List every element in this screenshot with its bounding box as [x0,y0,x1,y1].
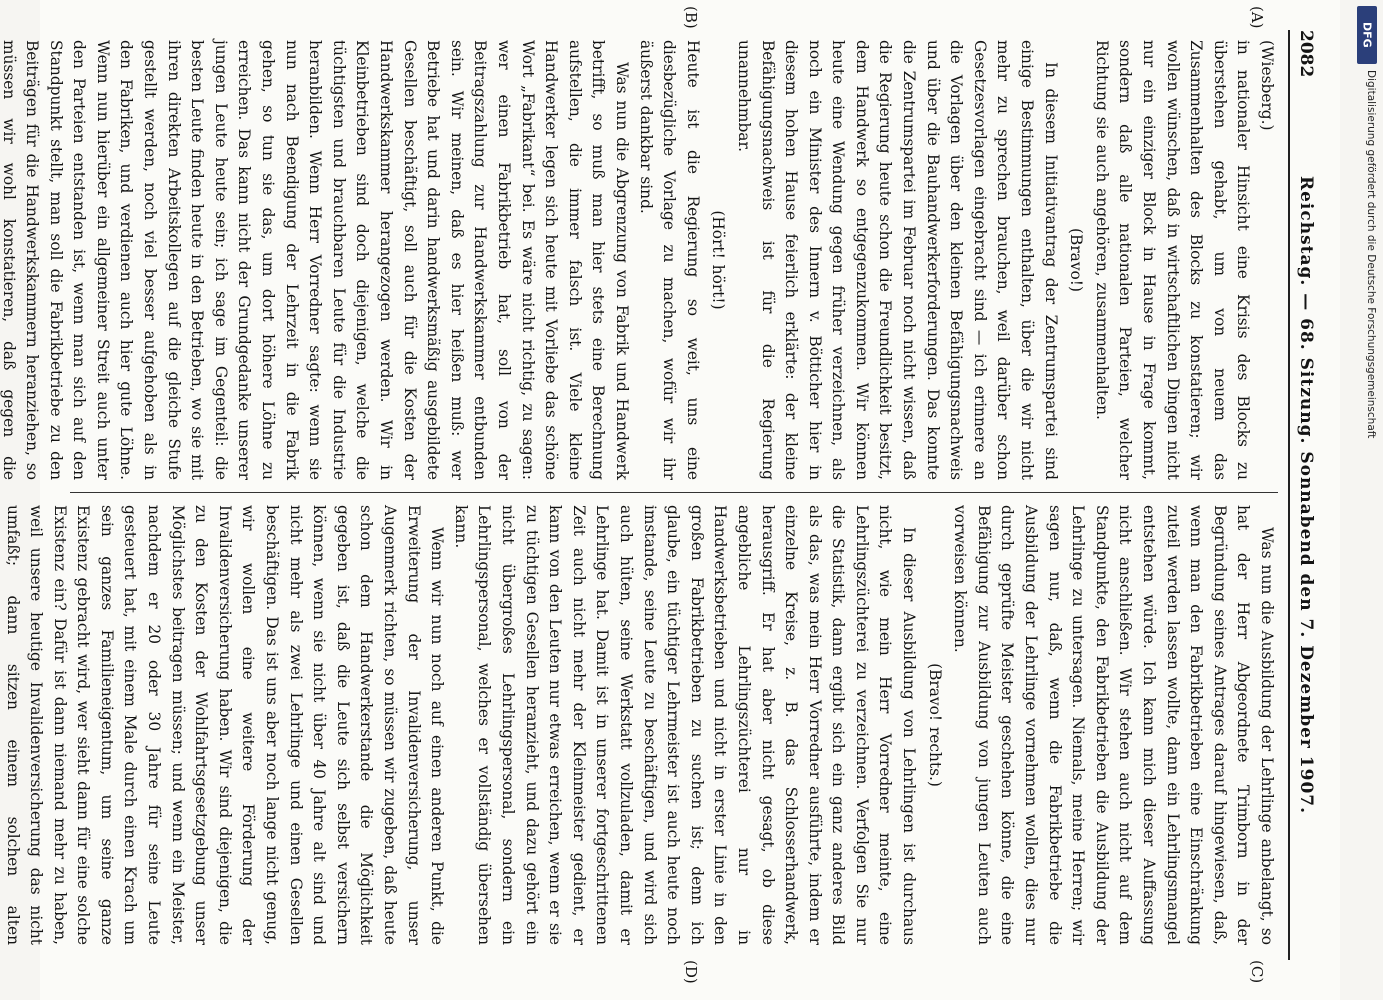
margin-marker-b: (B) [682,6,700,29]
margin-marker-a: (A) [1248,6,1266,29]
column-divider [70,492,1278,493]
page-header [1288,30,1318,960]
digitization-credit [1351,0,1383,1000]
interjection: (Bravo!) [1067,228,1086,292]
paragraph: In diesem Initiativantrag der Zentrumspartei sind einige Bestimmungen enthalten, über die wir nicht mehr zu sprechen brauchen, weil darüber schon Gesetzesvorlagen eingebracht sind — ich erinnere an die Vorlagen über den kleinen Befähigungsnachweis und über die Bauhandwerkerforderungen. Das konnte die Zentrumspartei im Februar noch nicht wissen, daß die Regierung heute schon die Freundlichkeit besitzt, dem Handwerk so entgegenzukommen. Wir können heute eine Wendung gegen früher verzeichnen, als noch ein Minister des Innern v. Bötticher hier in diesem hohen Hause feierlich erklärte: der kleine Befähigungsnachweis ist für die Regierung unannehmbar. [734,40,1060,480]
page-number: 2082 [1296,30,1316,78]
right-column [3,505,1278,945]
page-title: Reichstag. — 68. Sitzung. Sonnabend den 7. Dezember 1907. [1296,175,1316,815]
paragraph: Wenn wir nun noch auf einen anderen Punkt, die Erweiterung der Invalidenversicherung, unser Augenmerk richten, so müssen wir zugeben, daß heute schon dem Handwerkerstande die Möglichkeit gegeben ist, daß die Leute sich selbst versichern können, wenn sie nicht über 40 Jahre alt sind und nicht mehr als zwei Lehrlinge und einen Gesellen beschäftigen. Das ist uns aber noch lange nicht genug, wir wollen eine weitere Förderung der Invalidenversicherung haben. Wir sind diejenigen, die zu den Kosten der Wohlfahrtsgesetzgebung unser Möglichstes beitragen müssen; und wenn ein Meister, nachdem er 20 oder 30 Jahre für seine Leute gesteuert hat, mit einem Male durch einen Krach um sein ganzes Familieneigentum, um seine ganze Existenz gebracht wird, wer sieht dann für eine solche Existenz ein? Dafür ist dann niemand mehr zu haben, weil unsere heutige Invalidenversicherung das nicht umfaßt; dann sitzen einem solchen alten [3,505,447,945]
paragraph: Was nun die Ausbildung der Lehrlinge anbelangt, so hat der Herr Abgeordnete Trimborn in der Begründung seines Antrages darauf hingewiesen, daß, wenn man den Fabrikbetrieben eine Einschränkung zuteil werden lassen wollte, dann ein Lehrlingsmangel entstehen würde. Ich kann mich dieser Auffassung nicht anschließen. Wir stehen auch nicht auf dem Standpunkte, den Fabrikbetrieben die Ausbildung der Lehrlinge zu untersagen. Niemals, meine Herren; wir sagen nur, daß, wenn die Fabrikbetriebe die Ausbildung der Lehrlinge vornehmen wollen, dies nur durch geprüfte Meister geschehen könne, die eine Befähigung zur Ausbildung von jungen Leuten auch vorweisen können. [951,505,1276,945]
paragraph: in nationaler Hinsicht eine Krisis des Blocks zu überstehen gehabt, um von neuem das Zusammenhalten des Blocks zu konstatieren; wir wollen wünschen, daß in wirtschaftlichen Dingen nicht nur ein einziger Block in Hause in Frage kommt, sondern daß alle nationalen Parteien, welcher Richtung sie auch angehören, zusammenhalten. [1092,40,1253,480]
interjection: (Hört! hört!) [709,210,728,310]
paragraph: In dieser Ausbildung von Lehrlingen ist durchaus nicht, wie mein Herr Vorredner meinte, eine Lehrlingszüchterei zu verzeichnen. Verfolgen Sie nur die Statistik, dann ergibt sich ein ganz anderes Bild als das, was mein Herr Vorredner ausführte, indem er einzelne Kreise, z. B. das Schlosserhandwerk, herausgriff. Er hat aber nicht gesagt, ob diese angebliche Lehrlingszüchterei nur in Handwerksbetrieben und nicht in erster Linie in den großen Fabrikbetrieben zu suchen ist; denn ich glaube, ein tüchtiger Lehrmeister ist auch heute noch imstande, seine Leute zu beschäftigen, und wird sich auch hüten, seine Werkstatt vollzuladen, damit er Lehrlinge hat. Damit ist in unserer fortgeschrittenen Zeit auch nicht mehr der Kleinmeister gedient, er kann von den Leuten nur etwas erreichen, wenn er sie zu tüchtigen Gesellen heranzieht, und dazu gehört ein nicht übergroßes Lehrlingspersonal, sondern ein Lehrlingspersonal, welches er vollständig übersehen kann. [451,505,919,945]
margin-marker-d: (D) [682,960,700,984]
credit-text: Digitalisierung gefördert durch die Deutsche Forschungsgemeinschaft [1365,70,1377,439]
paragraph: Was nun die Abgrenzung von Fabrik und Handwerk betrifft, so muß man hier stets eine Berechnung aufstellen, die immer falsch ist. Viele kleine Handwerker legen sich heute mit Vorliebe das schöne Wort „Fabrikant“ bei. Es wäre nicht richtig, zu sagen: wer einen Fabrikbetrieb hat, soll von der Beitragszahlung zur Handwerkskammer entbunden sein. Wir meinen, daß es hier heißen muß: wer Betriebe hat und darin handwerksmäßig ausgebildete Gesellen beschäftigt, soll auch für die Kosten der Handwerkskammer herangezogen werden. Wir in Kleinbetrieben sind doch diejenigen, welche die tüchtigsten und brauchbaren Leute für die Industrie heranbilden. Wenn Herr Vorredner sagte: wenn sie nun nach Beendigung der Lehrzeit in die Fabrik gehen, so tun sie das, um dort höhere Löhne zu erreichen. Das kann nicht der Grundgedanke unserer jungen Leute heute sein; ich sage im Gegenteil: die besten Leute finden heute in den Betrieben, wo sie mit ihren direkten Arbeitskollegen auf die gleiche Stufe gestellt werden, noch viel besser aufgehoben als in den Fabriken, und verdienen auch hier gute Löhne. Wenn nun hierüber ein allgemeiner Streit auch unter den Parteien entstanden ist, wenn man sich auf den Standpunkt stellt, man soll die Fabrikbetriebe zu den Beiträgen für die Handwerkskammern heranziehen, so müssen wir wohl konstatieren, daß gegen die [0,40,631,480]
interjection: (Bravo! rechts.) [925,663,944,787]
paragraph: (Wiesberg.) [1258,40,1276,131]
margin-marker-c: (C) [1248,960,1266,984]
paragraph: Heute ist die Regierung so weit, uns eine diesbezügliche Vorlage zu machen, wofür wir ihr äußerst dankbar sind. [636,40,702,480]
left-column [0,40,1278,480]
dfg-logo: DFG [1357,6,1377,64]
